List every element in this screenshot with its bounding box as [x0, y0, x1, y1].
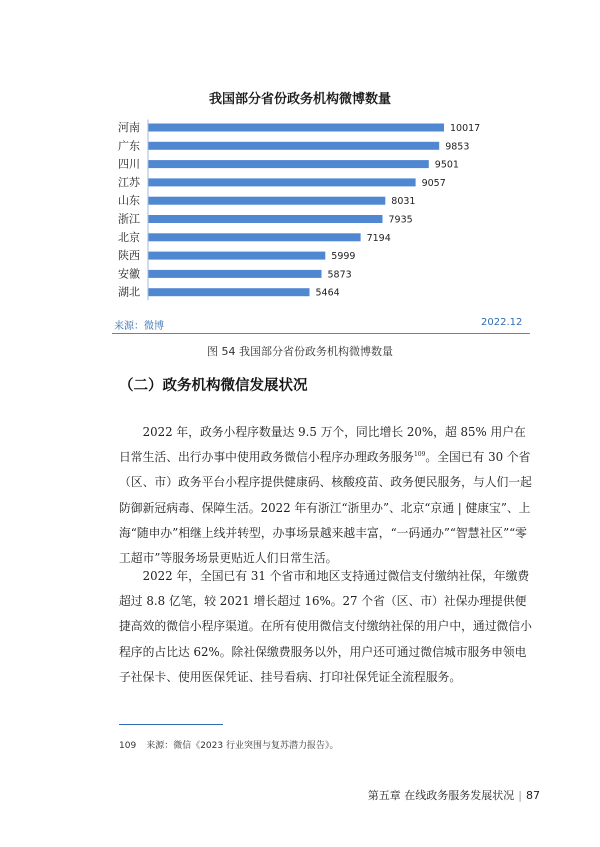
value-label-3: 9057 [421, 177, 446, 189]
paragraph-1-text-a: 2022 年，政务小程序数量达 9.5 万个，同比增长 20%，超 85% 用户在日常生活、出行办事中使用政务微信小程序办理政务服务 [119, 425, 526, 465]
value-label-8: 5873 [327, 269, 352, 281]
footer-separator: | [518, 789, 522, 802]
category-label-5: 浙江 [118, 212, 140, 226]
footnote-ref[interactable]: 109 [413, 451, 426, 459]
chart-bottom-rule [112, 333, 530, 334]
bar-0 [148, 124, 444, 132]
page-number: 87 [526, 789, 540, 802]
bar-6 [148, 233, 361, 241]
page-footer [368, 787, 540, 803]
footnote [119, 738, 338, 751]
category-label-1: 广东 [118, 139, 140, 153]
chart-source: 来源：微博 [114, 321, 164, 332]
value-label-5: 7935 [388, 214, 413, 226]
bar-5 [148, 215, 383, 223]
bar-7 [148, 252, 325, 260]
footnote-number: 109 [119, 741, 137, 751]
value-label-4: 8031 [391, 196, 416, 208]
figure-caption: 图 54 我国部分省份政务机构微博数量 [207, 345, 393, 358]
footer-chapter: 第五章 在线政务服务发展状况 [367, 789, 515, 802]
chart-title: 我国部分省份政务机构微博数量 [208, 92, 391, 107]
category-label-9: 湖北 [118, 285, 140, 299]
bar-9 [148, 288, 310, 296]
value-label-2: 9501 [434, 159, 459, 171]
category-label-4: 山东 [118, 194, 140, 208]
value-label-1: 9853 [445, 141, 470, 153]
paragraph-1-text-b: 。全国已有 30 个省（区、市）政务平台小程序提供健康码、核酸疫苗、政务便民服务，与人们一起防御新冠病毒、保障生活。2022 年有浙江“浙里办”、北京“京通 | 健康宝”、上海“随申办”相继上线并转型，办事场景越来越丰富，“一码通办”“智慧社区”“零工超市”等服务场景更贴近人们日常生活。 [119, 450, 532, 566]
value-label-0: 10017 [450, 123, 481, 134]
category-label-7: 陕西 [118, 249, 140, 263]
category-label-2: 四川 [118, 157, 140, 171]
value-label-9: 5464 [315, 287, 340, 299]
category-label-3: 江苏 [118, 175, 140, 189]
category-label-6: 北京 [118, 230, 140, 244]
bar-1 [148, 142, 439, 150]
bar-chart [0, 0, 600, 330]
bar-2 [148, 160, 429, 168]
footnote-text: 来源：微信《2023 行业突围与复苏潜力报告》。 [146, 741, 339, 751]
bar-4 [148, 197, 385, 205]
bar-8 [148, 270, 322, 278]
chart-date: 2022.12 [481, 317, 523, 328]
paragraph-2: 2022 年，全国已有 31 个省市和地区支持通过微信支付缴纳社保，年缴费超过 8.8 亿笔，较 2021 增长超过 16%。27 个省（区、市）社保办理提供便捷高效的微信小程序渠道。在所有使用微信支付缴纳社保的用户中，通过微信小程序的占比达 62%。除社保缴费服务以外，用户还可通过微信城市服务申领电子社保卡、使用医保凭证、挂号看病、打印社保凭证全流程服务。 [119, 569, 532, 684]
category-label-8: 安徽 [118, 267, 140, 281]
paragraph-1 [119, 420, 533, 571]
section-heading: （二）政务机构微信发展状况 [119, 378, 308, 394]
value-label-7: 5999 [331, 251, 356, 263]
bar-3 [148, 178, 416, 186]
category-label-0: 河南 [118, 121, 140, 134]
value-label-6: 7194 [366, 232, 391, 244]
footnote-rule [119, 724, 223, 725]
